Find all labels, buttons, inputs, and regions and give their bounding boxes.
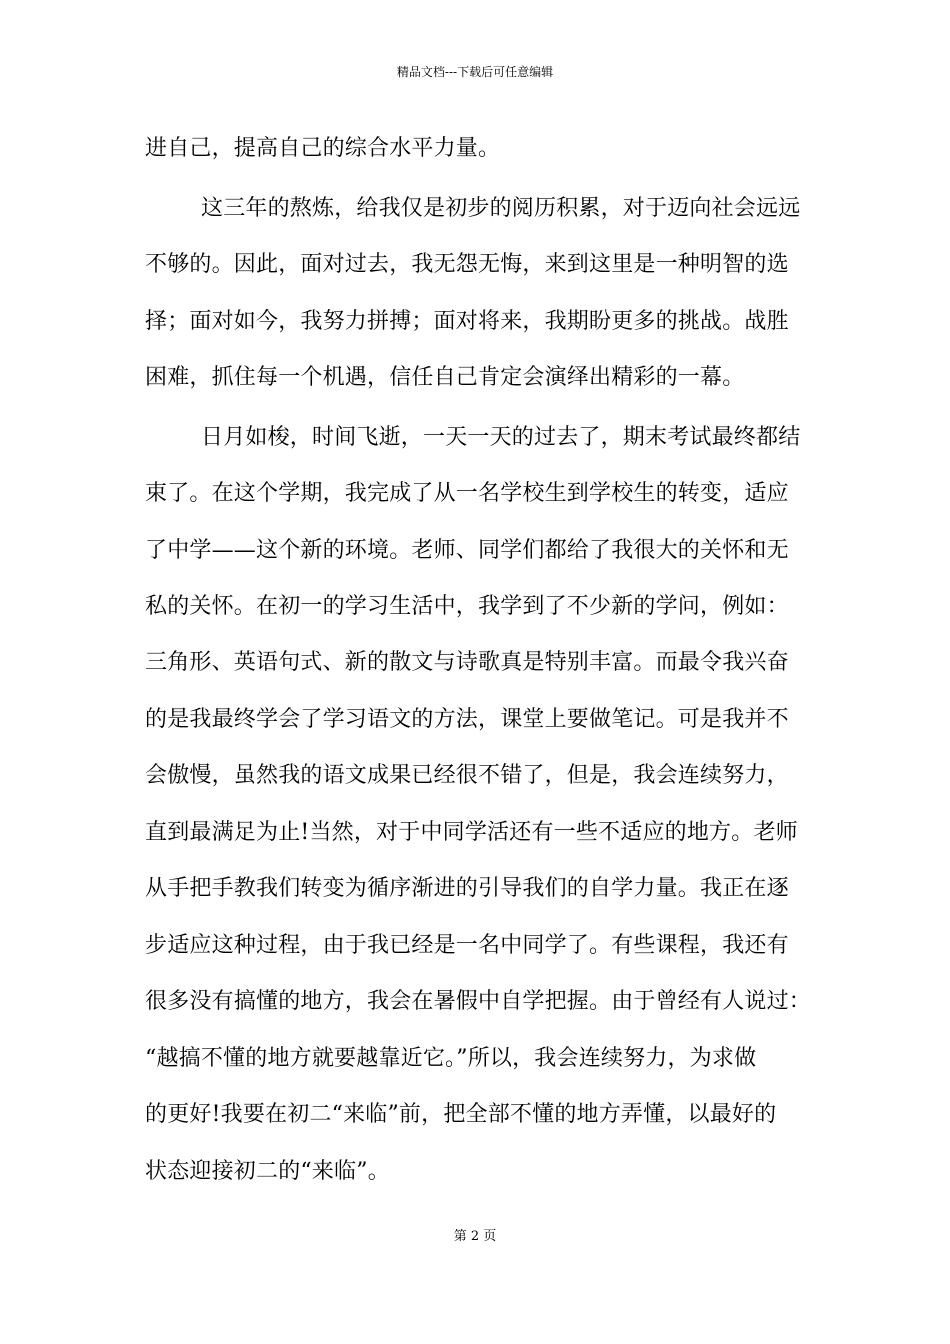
text-line: 进自己，提高自己的综合水平力量。 — [145, 136, 501, 161]
text-line: 三角形、英语句式、新的散文与诗歌真是特别丰富。而最令我兴奋 — [145, 650, 789, 675]
text-line: 私的关怀。在初一的学习生活中，我学到了不少新的学问，例如： — [145, 594, 789, 619]
text-line: 不够的。因此，面对过去，我无怨无悔，来到这里是一种明智的选 — [145, 252, 789, 277]
text-line: 的是我最终学会了学习语文的方法，课堂上要做笔记。可是我并不 — [145, 707, 789, 732]
text-line: 的更好!我要在初二“来临”前，把全部不懂的地方弄懂，以最好的 — [145, 1102, 777, 1127]
text-line: “越搞不懂的地方就要越靠近它。”所以，我会连续努力，为求做 — [145, 1046, 757, 1071]
page-header: 精品文档---下载后可任意编辑 — [396, 65, 554, 79]
text-line: 束了。在这个学期，我完成了从一名学校生到学校生的转变，适应 — [145, 481, 789, 506]
text-line: 困难，抓住每一个机遇，信任自己肯定会演绎出精彩的一幕。 — [145, 365, 745, 390]
paragraph-first-line: 这三年的熬炼，给我仅是初步的阅历积累，对于迈向社会远远 — [201, 196, 801, 221]
text-line: 会傲慢，虽然我的语文成果已经很不错了，但是，我会连续努力， — [145, 763, 789, 788]
paragraph-first-line: 日月如梭，时间飞逝，一天一天的过去了，期末考试最终都结 — [201, 425, 801, 450]
text-line: 从手把手教我们转变为循序渐进的引导我们的自学力量。我正在逐 — [145, 876, 789, 901]
text-line: 状态迎接初二的“来临”。 — [145, 1159, 390, 1184]
text-line: 步适应这种过程，由于我已经是一名中同学了。有些课程，我还有 — [145, 933, 789, 958]
page-number: 第 2 页 — [453, 1229, 497, 1244]
text-line: 很多没有搞懂的地方，我会在暑假中自学把握。由于曾经有人说过： — [145, 989, 812, 1014]
text-line: 择；面对如今，我努力拼搏；面对将来，我期盼更多的挑战。战胜 — [145, 309, 789, 334]
text-line: 直到最满足为止!当然，对于中同学活还有一些不适应的地方。老师 — [145, 820, 798, 845]
text-line: 了中学——这个新的环境。老师、同学们都给了我很大的关怀和无 — [145, 538, 789, 563]
